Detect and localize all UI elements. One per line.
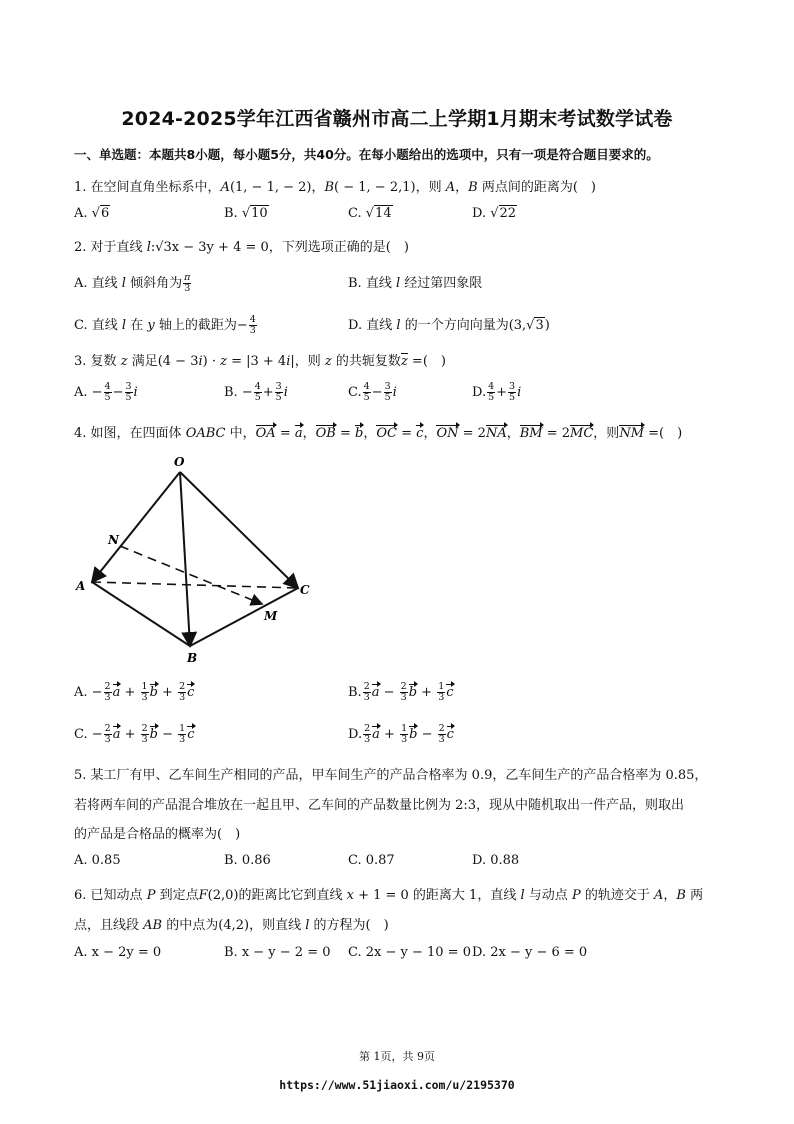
question-2-option-a[interactable]: A. 直线 l 倾斜角为 $\frac{\pi}{3}$ [74, 272, 191, 294]
question-1-stem: 1. 在空间直角坐标系中，A(1, − 1, − 2)，B( − 1, − 2,1)，则 A，B 两点间的距离为( ) [74, 180, 596, 195]
question-4-option-a[interactable]: A. − $\frac{2}{3}$ a + $\frac{1}{3}$ b + $\frac{2}{3}$ c [74, 681, 195, 703]
point-n-label: N [108, 533, 119, 547]
question-3-option-a[interactable]: A. − $\frac{4}{5}$ − $\frac{3}{5}$ i [74, 381, 138, 403]
edge-ac-dashed [92, 582, 298, 588]
question-3-option-b[interactable]: B. − $\frac{4}{5}$ + $\frac{3}{5}$ i [224, 381, 288, 403]
question-1-option-b[interactable]: B. √10 [224, 206, 268, 221]
question-1-option-c[interactable]: C. √14 [348, 206, 392, 221]
point-a-label: A [76, 579, 86, 593]
watermark-url: https://www.51jiaoxi.com/u/2195370 [279, 1078, 515, 1092]
question-2-stem: 2. 对于直线 l:√3x − 3y + 4 = 0，下列选项正确的是( ) [74, 240, 409, 255]
question-1-option-a[interactable]: A. √6 [74, 206, 110, 221]
question-6-option-c[interactable]: C. 2x − y − 10 = 0 [348, 945, 471, 960]
question-3-option-d[interactable]: D. $\frac{4}{5}$ + $\frac{3}{5}$ i [472, 381, 522, 403]
question-5-line-1: 5. 某工厂有甲、乙车间生产相同的产品，甲车间生产的产品合格率为 0.9，乙车间生产的产品合格率为 0.85， [74, 768, 708, 783]
question-6-option-d[interactable]: D. 2x − y − 6 = 0 [472, 945, 588, 960]
question-3-option-c[interactable]: C. $\frac{4}{5}$ − $\frac{3}{5}$ i [348, 381, 397, 403]
point-o-label: O [174, 455, 185, 469]
page-title: 2024-2025学年江西省赣州市高二上学期1月期末考试数学试卷 [121, 108, 673, 130]
question-5-option-d[interactable]: D. 0.88 [472, 853, 520, 868]
point-c-label: C [300, 583, 310, 597]
question-5-option-b[interactable]: B. 0.86 [224, 853, 271, 868]
question-4-option-b[interactable]: B. $\frac{2}{3}$ a − $\frac{2}{3}$ b + $\frac{1}{3}$ c [348, 681, 454, 703]
question-2-option-d[interactable]: D. 直线 l 的一个方向向量为(3,√3) [348, 318, 550, 333]
page-footer: 第 1页，共 9页 [359, 1050, 435, 1063]
question-2-option-b[interactable]: B. 直线 l 经过第四象限 [348, 276, 483, 291]
question-1-option-d[interactable]: D. √22 [472, 206, 517, 221]
edge-ab [92, 582, 190, 646]
point-m-label: M [264, 609, 278, 623]
question-2-option-c[interactable]: C. 直线 l 在 y 轴上的截距为− $\frac{4}{3}$ [74, 314, 256, 336]
question-5-line-2: 若将两车间的产品混合堆放在一起且甲、乙车间的产品数量比例为 2:3，现从中随机取出一件产品，则取出 [74, 798, 685, 813]
question-5-line-3: 的产品是合格品的概率为( ) [74, 827, 241, 842]
edge-bc [190, 588, 298, 646]
question-4-stem: 4. 如图，在四面体 OABC 中，OA = a，OB = b，OC = c，ON = 2NA，BM = 2MC，则NM =( ) [74, 426, 683, 441]
question-4-option-d[interactable]: D. $\frac{2}{3}$ a + $\frac{1}{3}$ b − $\frac{2}{3}$ c [348, 723, 454, 745]
question-3-stem: 3. 复数 z 满足(4 − 3i) · z = |3 + 4i|，则 z 的共轭复数z =( ) [74, 354, 446, 369]
tetrahedron-figure [70, 450, 330, 670]
question-5-option-a[interactable]: A. 0.85 [74, 853, 121, 868]
question-5-option-c[interactable]: C. 0.87 [348, 853, 395, 868]
question-6-option-a[interactable]: A. x − 2y = 0 [74, 945, 162, 960]
edge-oc [180, 472, 298, 588]
question-6-line-2: 点，且线段 AB 的中点为(4,2)，则直线 l 的方程为( ) [74, 918, 389, 933]
question-6-line-1: 6. 已知动点 P 到定点F(2,0)的距离比它到直线 x + 1 = 0 的距离大 1，直线 l 与动点 P 的轨迹交于 A，B 两 [74, 888, 704, 903]
point-b-label: B [187, 651, 198, 665]
section-heading: 一、单选题：本题共8小题，每小题5分，共40分。在每小题给出的选项中，只有一项是符合题目要求的。 [74, 147, 659, 162]
vector-nm [120, 546, 262, 604]
question-6-option-b[interactable]: B. x − y − 2 = 0 [224, 945, 331, 960]
question-4-option-c[interactable]: C. − $\frac{2}{3}$ a + $\frac{2}{3}$ b − $\frac{1}{3}$ c [74, 723, 195, 745]
edge-ob [180, 472, 190, 646]
